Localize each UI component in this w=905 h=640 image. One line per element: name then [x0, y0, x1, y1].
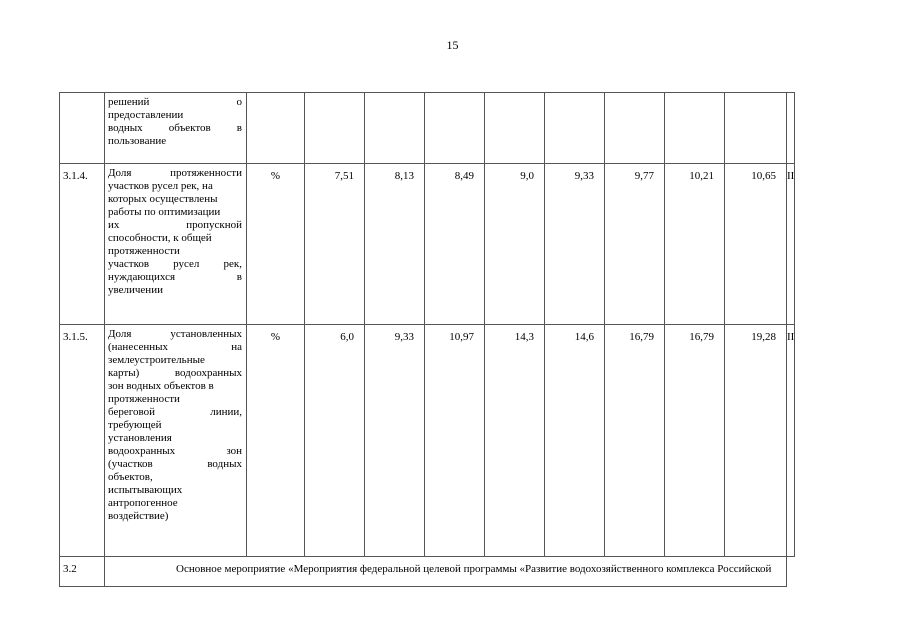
value-cell: 6,0	[305, 325, 365, 557]
description-word: установления	[108, 432, 172, 444]
value-cell: 14,3	[485, 325, 545, 557]
value-cell: 9,0	[485, 164, 545, 325]
description-line	[108, 328, 242, 341]
description-line	[108, 180, 242, 193]
table-body	[60, 93, 795, 587]
description-word: антропогенное	[108, 497, 178, 509]
description-word: водных	[108, 122, 143, 134]
value-cell: 7,51	[305, 164, 365, 325]
description-word: землеустроительные	[108, 354, 205, 366]
description-word: рек,	[223, 258, 242, 270]
value-cell: 8,49	[425, 164, 485, 325]
description-line	[108, 471, 242, 484]
description-word: способности, к общей	[108, 232, 212, 244]
description-line	[108, 284, 242, 297]
value-cell	[605, 93, 665, 164]
value-cell: 10,65	[725, 164, 787, 325]
unit-cell: %	[247, 325, 305, 557]
description-word: (нанесенных	[108, 341, 169, 353]
description-word: участков русел рек, на	[108, 180, 213, 192]
description-word: в	[236, 271, 242, 283]
description-line	[108, 445, 242, 458]
value-cell	[305, 93, 365, 164]
value-cell: 8,13	[365, 164, 425, 325]
row-number-cell: 3.2	[60, 557, 105, 587]
description-word: водоохранных	[108, 445, 176, 457]
value-cell: 19,28	[725, 325, 787, 557]
description-word: Доля	[108, 328, 132, 340]
description-line	[108, 497, 242, 510]
value-cell: 10,97	[425, 325, 485, 557]
description-word: Доля	[108, 167, 132, 179]
value-cell: 9,77	[605, 164, 665, 325]
description-word: в	[236, 122, 242, 134]
description-word: карты)	[108, 367, 140, 379]
description-word: о	[236, 96, 242, 108]
description-word: водоохранных	[174, 367, 242, 379]
description-line	[108, 122, 242, 135]
description-word: (участков	[108, 458, 153, 470]
indicators-table	[59, 92, 795, 587]
table-row	[60, 164, 795, 325]
description-word: протяженности	[170, 167, 242, 179]
description-word: увеличении	[108, 284, 163, 296]
description-word: нуждающихся	[108, 271, 176, 283]
description-line	[108, 354, 242, 367]
description-line	[108, 432, 242, 445]
value-cell	[545, 93, 605, 164]
row-number-cell	[60, 93, 105, 164]
description-word: пользование	[108, 135, 167, 147]
value-cell	[485, 93, 545, 164]
description-line	[108, 393, 242, 406]
description-word: испытывающих	[108, 484, 183, 496]
table-row	[60, 325, 795, 557]
row-number-cell: 3.1.4.	[60, 164, 105, 325]
description-word: требующей	[108, 419, 162, 431]
section-heading-text: Основное мероприятие «Мероприятия федеральной целевой программы «Развитие водохозяйственного комплекса Российской	[176, 563, 772, 575]
description-word: воздействие)	[108, 510, 169, 522]
table-row	[60, 93, 795, 164]
table-row	[60, 557, 795, 587]
description-word: их	[108, 219, 120, 231]
description-word: на	[231, 341, 242, 353]
description-word: объектов	[168, 122, 211, 134]
unit-cell	[247, 93, 305, 164]
description-word: береговой	[108, 406, 155, 418]
description-word: участков	[108, 258, 150, 270]
description-word: зон	[226, 445, 242, 457]
value-cell	[365, 93, 425, 164]
section-heading-cell	[105, 557, 787, 587]
description-word: водных	[207, 458, 242, 470]
page-number: 15	[446, 38, 459, 52]
description-line	[108, 219, 242, 232]
description-word: протяженности	[108, 245, 180, 257]
description-word: установленных	[170, 328, 242, 340]
value-cell: 10,21	[665, 164, 725, 325]
description-line	[108, 271, 242, 284]
unit-cell: %	[247, 164, 305, 325]
value-cell: 16,79	[665, 325, 725, 557]
indicator-description-cell	[105, 164, 247, 325]
description-line	[108, 380, 242, 393]
description-word: которых осуществлены	[108, 193, 218, 205]
description-line	[108, 406, 242, 419]
description-line	[108, 484, 242, 497]
indicator-description-cell	[105, 325, 247, 557]
value-cell: 14,6	[545, 325, 605, 557]
description-line	[108, 510, 242, 523]
description-line	[108, 109, 242, 122]
status-cell: II	[787, 164, 795, 325]
description-word: протяженности	[108, 393, 180, 405]
description-line	[108, 135, 242, 148]
description-word: работы по оптимизации	[108, 206, 221, 218]
description-line	[108, 341, 242, 354]
description-word: зон водных объектов в	[108, 380, 214, 392]
description-line	[108, 232, 242, 245]
description-line	[108, 167, 242, 180]
description-line	[108, 245, 242, 258]
description-word: предоставлении	[108, 109, 184, 121]
description-word: объектов,	[108, 471, 153, 483]
description-word: русел	[173, 258, 200, 270]
status-cell	[787, 93, 795, 164]
description-line	[108, 206, 242, 219]
value-cell	[665, 93, 725, 164]
description-line	[108, 193, 242, 206]
description-line	[108, 419, 242, 432]
description-word: пропускной	[186, 219, 242, 231]
indicator-description-cell	[105, 93, 247, 164]
value-cell	[425, 93, 485, 164]
value-cell: 16,79	[605, 325, 665, 557]
value-cell: 9,33	[365, 325, 425, 557]
description-line	[108, 96, 242, 109]
status-cell: II	[787, 325, 795, 557]
description-line	[108, 458, 242, 471]
value-cell: 9,33	[545, 164, 605, 325]
description-word: решений	[108, 96, 150, 108]
value-cell	[725, 93, 787, 164]
description-line	[108, 367, 242, 380]
description-line	[108, 258, 242, 271]
description-word: линии,	[210, 406, 242, 418]
row-number-cell: 3.1.5.	[60, 325, 105, 557]
